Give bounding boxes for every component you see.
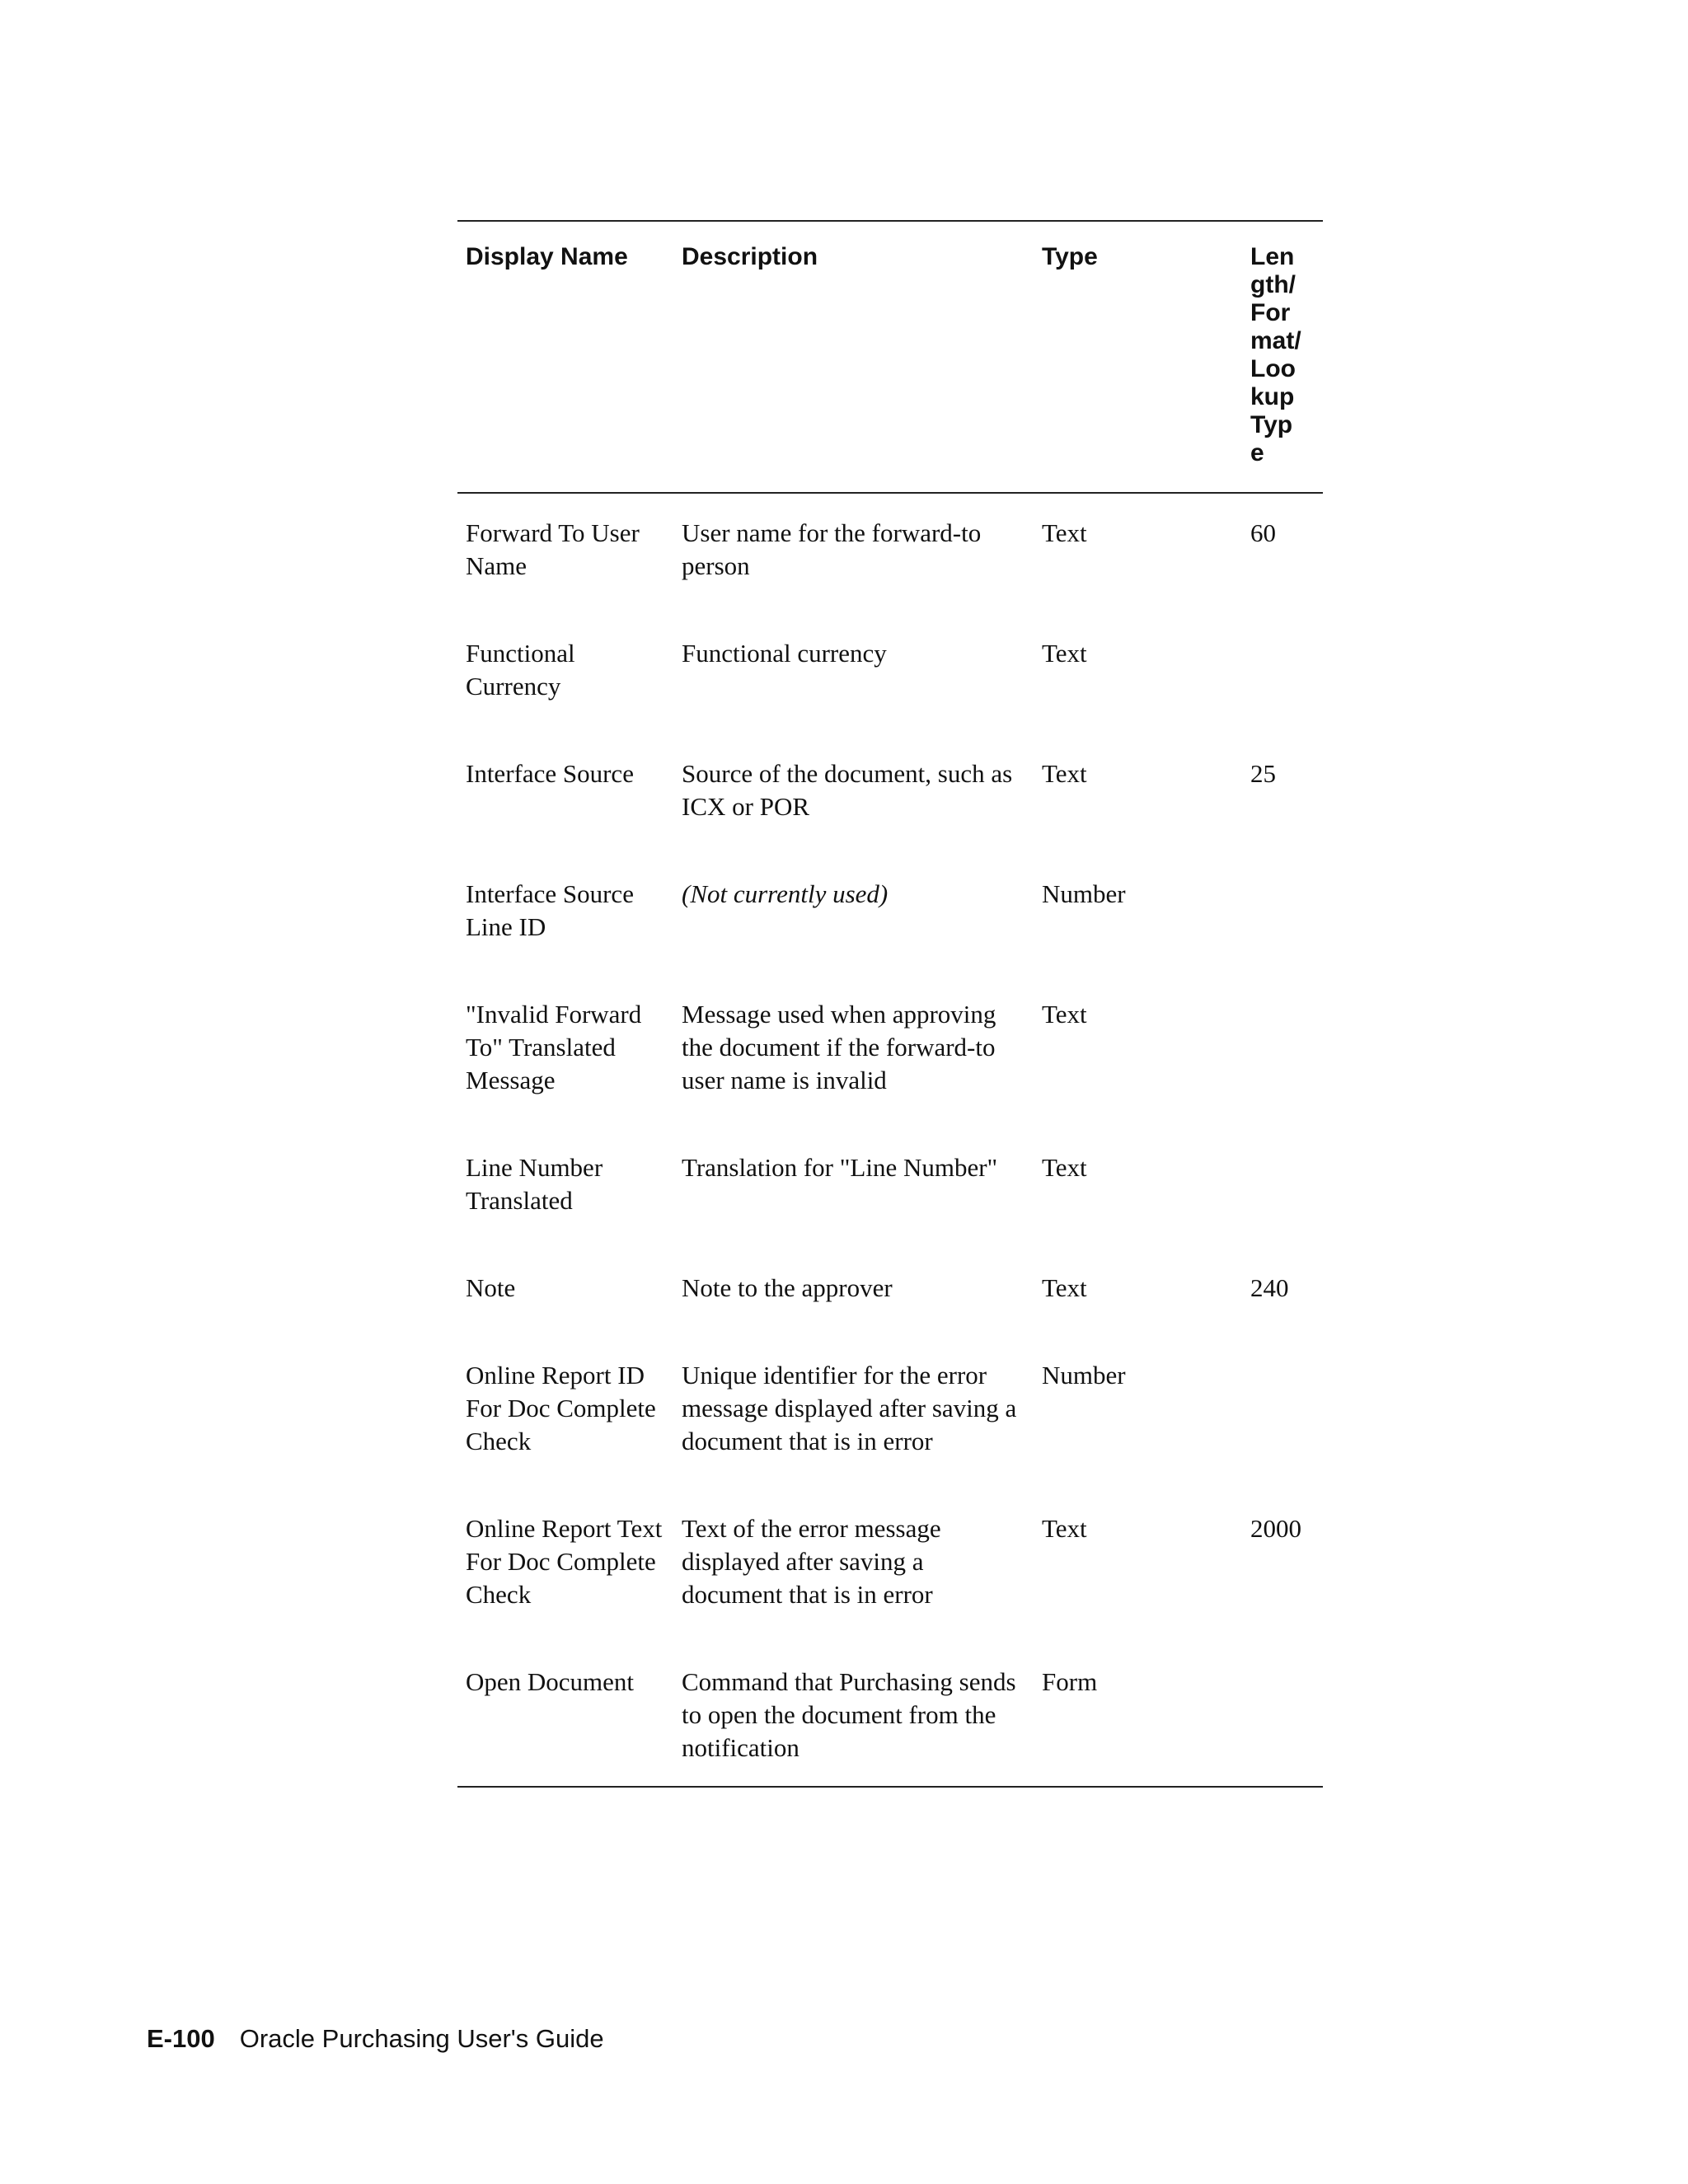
cell-description: Command that Purchasing sends to open the document from the notification: [682, 1667, 1016, 1762]
table-row: [457, 977, 1323, 1130]
header-display-name: Display Name: [466, 243, 628, 270]
cell-display-name: Online Report Text For Doc Complete Check: [466, 1514, 663, 1609]
table-row: [457, 856, 1323, 977]
cell-type: Form: [1042, 1667, 1098, 1696]
table-header-row: [457, 221, 1323, 493]
cell-length: 2000: [1250, 1514, 1301, 1543]
cell-length: [1242, 1130, 1323, 1250]
cell-description: Message used when approving the document if the forward-to user name is invalid: [682, 1000, 996, 1094]
cell-type: Text: [1042, 759, 1087, 788]
cell-description: Unique identifier for the error message displayed after saving a document that is in error: [682, 1361, 1017, 1455]
cell-description: (Not currently used): [682, 879, 889, 908]
table-row: [457, 616, 1323, 736]
cell-length: 25: [1250, 759, 1276, 788]
cell-description: Translation for "Line Number": [682, 1153, 998, 1182]
cell-display-name: Note: [466, 1273, 516, 1302]
cell-display-name: Interface Source Line ID: [466, 879, 634, 941]
cell-length: [1242, 1338, 1323, 1491]
cell-display-name: "Invalid Forward To" Translated Message: [466, 1000, 642, 1094]
cell-description: Functional currency: [682, 639, 887, 668]
cell-length: [1242, 616, 1323, 736]
page-number: E-100: [147, 2024, 215, 2053]
cell-type: Text: [1042, 1514, 1087, 1543]
table-row: [457, 1130, 1323, 1250]
header-length-format-lookup-type: Length/Format/Lookup Type: [1250, 243, 1301, 466]
cell-display-name: Line Number Translated: [466, 1153, 603, 1215]
cell-display-name: Open Document: [466, 1667, 635, 1696]
cell-type: Text: [1042, 639, 1087, 668]
cell-display-name: Functional Currency: [466, 639, 575, 701]
cell-type: Text: [1042, 1273, 1087, 1302]
cell-type: Text: [1042, 1000, 1087, 1029]
cell-length: [1242, 856, 1323, 977]
cell-description: User name for the forward-to person: [682, 518, 982, 580]
table-row: [457, 1491, 1323, 1644]
cell-length: 240: [1250, 1273, 1289, 1302]
table-row: [457, 1338, 1323, 1491]
cell-type: Number: [1042, 1361, 1126, 1390]
attributes-table: [457, 220, 1323, 1788]
cell-description: Text of the error message displayed after saving a document that is in error: [682, 1514, 941, 1609]
cell-type: Text: [1042, 518, 1087, 547]
cell-type: Number: [1042, 879, 1126, 908]
cell-type: Text: [1042, 1153, 1087, 1182]
cell-description: Source of the document, such as ICX or POR: [682, 759, 1013, 821]
table-row: [457, 493, 1323, 616]
cell-length: [1242, 1644, 1323, 1787]
table-row: [457, 1250, 1323, 1338]
header-description: Description: [682, 243, 818, 270]
cell-display-name: Interface Source: [466, 759, 634, 788]
cell-description: Note to the approver: [682, 1273, 893, 1302]
page-footer: [147, 2022, 604, 2055]
cell-length: 60: [1250, 518, 1276, 547]
cell-display-name: Forward To User Name: [466, 518, 640, 580]
cell-length: [1242, 977, 1323, 1130]
table-row: [457, 736, 1323, 856]
header-type: Type: [1042, 243, 1098, 270]
cell-display-name: Online Report ID For Doc Complete Check: [466, 1361, 656, 1455]
table-row: [457, 1644, 1323, 1787]
book-title: Oracle Purchasing User's Guide: [239, 2024, 604, 2053]
